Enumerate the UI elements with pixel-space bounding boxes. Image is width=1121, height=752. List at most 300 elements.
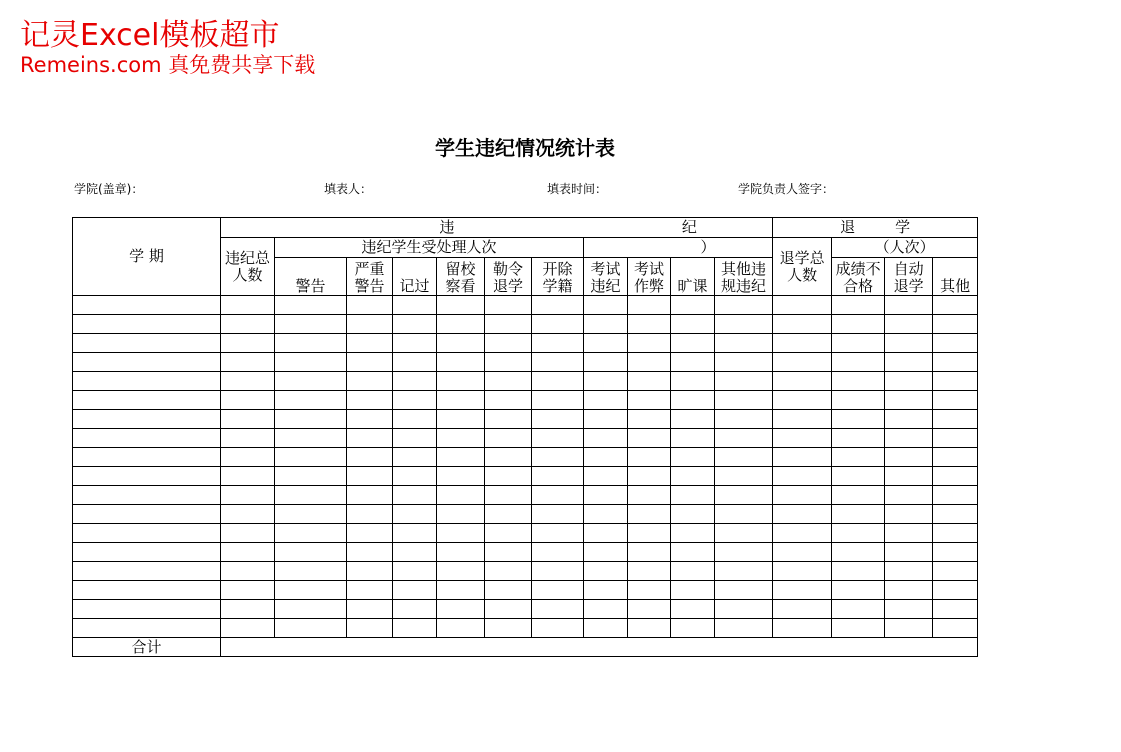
table-cell[interactable] <box>485 448 532 467</box>
table-cell[interactable] <box>671 581 715 600</box>
table-cell[interactable] <box>437 410 485 429</box>
table-cell[interactable] <box>485 543 532 562</box>
table-cell[interactable] <box>715 562 773 581</box>
table-cell[interactable] <box>933 486 978 505</box>
table-cell[interactable] <box>485 467 532 486</box>
table-cell[interactable] <box>832 581 885 600</box>
table-cell[interactable] <box>437 619 485 638</box>
table-cell[interactable] <box>933 524 978 543</box>
table-cell[interactable] <box>532 410 584 429</box>
table-cell[interactable] <box>715 410 773 429</box>
table-cell[interactable] <box>73 581 221 600</box>
table-cell[interactable] <box>532 315 584 334</box>
table-cell[interactable] <box>715 448 773 467</box>
table-cell[interactable] <box>584 391 628 410</box>
exam-violation-line2: 违纪 <box>590 277 621 295</box>
table-cell[interactable] <box>885 486 933 505</box>
table-cell[interactable] <box>485 334 532 353</box>
table-cell[interactable] <box>275 505 347 524</box>
table-cell[interactable] <box>584 486 628 505</box>
table-cell[interactable] <box>221 353 275 372</box>
total-value-cell[interactable] <box>221 638 978 657</box>
table-cell[interactable] <box>885 524 933 543</box>
table-cell[interactable] <box>773 391 832 410</box>
table-cell[interactable] <box>671 429 715 448</box>
table-cell[interactable] <box>671 562 715 581</box>
table-cell[interactable] <box>773 467 832 486</box>
table-cell[interactable] <box>485 524 532 543</box>
table-cell[interactable] <box>773 315 832 334</box>
table-cell[interactable] <box>73 600 221 619</box>
table-cell[interactable] <box>584 334 628 353</box>
table-cell[interactable] <box>393 448 437 467</box>
table-cell[interactable] <box>485 372 532 391</box>
table-cell[interactable] <box>885 467 933 486</box>
table-cell[interactable] <box>832 486 885 505</box>
table-cell[interactable] <box>773 581 832 600</box>
table-cell[interactable] <box>628 372 671 391</box>
table-cell[interactable] <box>671 524 715 543</box>
table-cell[interactable] <box>275 467 347 486</box>
table-cell[interactable] <box>715 391 773 410</box>
table-cell[interactable] <box>485 600 532 619</box>
table-cell[interactable] <box>532 524 584 543</box>
table-cell[interactable] <box>393 372 437 391</box>
table-cell[interactable] <box>584 543 628 562</box>
table-cell[interactable] <box>347 600 393 619</box>
table-cell[interactable] <box>773 543 832 562</box>
table-cell[interactable] <box>347 505 393 524</box>
table-cell[interactable] <box>715 315 773 334</box>
table-cell[interactable] <box>671 543 715 562</box>
table-cell[interactable] <box>832 353 885 372</box>
table-cell[interactable] <box>933 353 978 372</box>
table-cell[interactable] <box>832 372 885 391</box>
table-cell[interactable] <box>933 372 978 391</box>
table-cell[interactable] <box>671 619 715 638</box>
table-cell[interactable] <box>832 296 885 315</box>
table-cell[interactable] <box>671 334 715 353</box>
table-cell[interactable] <box>832 448 885 467</box>
table-cell[interactable] <box>671 505 715 524</box>
table-cell[interactable] <box>73 467 221 486</box>
table-cell[interactable] <box>437 391 485 410</box>
table-cell[interactable] <box>275 619 347 638</box>
table-cell[interactable] <box>671 296 715 315</box>
table-cell[interactable] <box>275 581 347 600</box>
table-cell[interactable] <box>73 505 221 524</box>
table-cell[interactable] <box>628 315 671 334</box>
table-cell[interactable] <box>715 543 773 562</box>
table-cell[interactable] <box>628 410 671 429</box>
table-cell[interactable] <box>584 448 628 467</box>
table-cell[interactable] <box>584 562 628 581</box>
table-cell[interactable] <box>715 600 773 619</box>
table-cell[interactable] <box>715 581 773 600</box>
table-cell[interactable] <box>671 467 715 486</box>
table-cell[interactable] <box>437 372 485 391</box>
table-cell[interactable] <box>393 410 437 429</box>
table-cell[interactable] <box>393 467 437 486</box>
table-cell[interactable] <box>885 391 933 410</box>
table-cell[interactable] <box>532 353 584 372</box>
table-cell[interactable] <box>773 562 832 581</box>
table-cell[interactable] <box>933 410 978 429</box>
table-cell[interactable] <box>532 467 584 486</box>
table-cell[interactable] <box>485 619 532 638</box>
table-cell[interactable] <box>832 467 885 486</box>
table-cell[interactable] <box>221 315 275 334</box>
table-cell[interactable] <box>628 429 671 448</box>
table-cell[interactable] <box>347 315 393 334</box>
total-violation-line2: 人数 <box>232 265 263 284</box>
table-cell[interactable] <box>485 562 532 581</box>
table-cell[interactable] <box>221 543 275 562</box>
table-cell[interactable] <box>832 334 885 353</box>
table-cell[interactable] <box>221 619 275 638</box>
table-cell[interactable] <box>832 543 885 562</box>
table-cell[interactable] <box>437 581 485 600</box>
table-cell[interactable] <box>73 410 221 429</box>
table-cell[interactable] <box>437 562 485 581</box>
table-cell[interactable] <box>393 391 437 410</box>
table-cell[interactable] <box>221 448 275 467</box>
table-cell[interactable] <box>221 486 275 505</box>
table-cell[interactable] <box>584 372 628 391</box>
table-cell[interactable] <box>885 619 933 638</box>
table-cell[interactable] <box>393 619 437 638</box>
table-cell[interactable] <box>532 391 584 410</box>
table-cell[interactable] <box>885 581 933 600</box>
table-cell[interactable] <box>885 562 933 581</box>
table-cell[interactable] <box>885 600 933 619</box>
table-cell[interactable] <box>275 486 347 505</box>
table-cell[interactable] <box>393 562 437 581</box>
table-cell[interactable] <box>773 600 832 619</box>
table-cell[interactable] <box>671 486 715 505</box>
table-cell[interactable] <box>437 429 485 448</box>
forced-dropout-line2: 退学 <box>492 277 523 295</box>
table-cell[interactable] <box>773 448 832 467</box>
table-cell[interactable] <box>885 353 933 372</box>
table-cell[interactable] <box>275 543 347 562</box>
table-cell[interactable] <box>628 581 671 600</box>
table-cell[interactable] <box>773 429 832 448</box>
table-cell[interactable] <box>73 562 221 581</box>
table-cell[interactable] <box>584 505 628 524</box>
table-cell[interactable] <box>73 429 221 448</box>
table-cell[interactable] <box>275 315 347 334</box>
table-cell[interactable] <box>73 296 221 315</box>
table-cell[interactable] <box>347 334 393 353</box>
table-cell[interactable] <box>773 410 832 429</box>
table-cell[interactable] <box>885 410 933 429</box>
table-cell[interactable] <box>393 543 437 562</box>
table-cell[interactable] <box>715 505 773 524</box>
table-cell[interactable] <box>885 448 933 467</box>
table-cell[interactable] <box>73 391 221 410</box>
table-cell[interactable] <box>275 353 347 372</box>
table-cell[interactable] <box>832 410 885 429</box>
table-cell[interactable] <box>933 467 978 486</box>
table-cell[interactable] <box>628 562 671 581</box>
table-cell[interactable] <box>393 524 437 543</box>
table-cell[interactable] <box>628 391 671 410</box>
table-cell[interactable] <box>221 524 275 543</box>
table-cell[interactable] <box>485 391 532 410</box>
table-cell[interactable] <box>275 562 347 581</box>
table-cell[interactable] <box>485 296 532 315</box>
total-label: 合计 <box>73 638 221 657</box>
table-cell[interactable] <box>832 562 885 581</box>
table-cell[interactable] <box>393 486 437 505</box>
table-cell[interactable] <box>73 543 221 562</box>
table-cell[interactable] <box>885 543 933 562</box>
table-cell[interactable] <box>347 562 393 581</box>
table-cell[interactable] <box>275 391 347 410</box>
table-cell[interactable] <box>671 600 715 619</box>
table-cell[interactable] <box>628 486 671 505</box>
table-cell[interactable] <box>485 429 532 448</box>
table-cell[interactable] <box>275 410 347 429</box>
table-cell[interactable] <box>628 448 671 467</box>
table-cell[interactable] <box>347 543 393 562</box>
table-cell[interactable] <box>532 486 584 505</box>
absence-header: 旷课 <box>671 258 715 296</box>
total-violation-line1: 违纪总 <box>224 248 270 267</box>
table-cell[interactable] <box>221 600 275 619</box>
table-cell[interactable] <box>485 315 532 334</box>
table-cell[interactable] <box>221 410 275 429</box>
table-cell[interactable] <box>628 505 671 524</box>
table-cell[interactable] <box>933 391 978 410</box>
table-cell[interactable] <box>275 334 347 353</box>
table-cell[interactable] <box>393 429 437 448</box>
dropout-header-left: 退 <box>840 218 856 236</box>
table-cell[interactable] <box>485 353 532 372</box>
table-cell[interactable] <box>773 334 832 353</box>
table-cell[interactable] <box>933 619 978 638</box>
table-cell[interactable] <box>671 315 715 334</box>
table-cell[interactable] <box>532 581 584 600</box>
table-cell[interactable] <box>715 524 773 543</box>
table-cell[interactable] <box>832 600 885 619</box>
table-cell[interactable] <box>347 619 393 638</box>
table-cell[interactable] <box>628 524 671 543</box>
table-cell[interactable] <box>584 296 628 315</box>
table-cell[interactable] <box>393 296 437 315</box>
table-cell[interactable] <box>532 600 584 619</box>
table-cell[interactable] <box>773 486 832 505</box>
table-cell[interactable] <box>584 581 628 600</box>
table-cell[interactable] <box>393 315 437 334</box>
table-cell[interactable] <box>347 429 393 448</box>
table-cell[interactable] <box>437 334 485 353</box>
table-cell[interactable] <box>221 372 275 391</box>
table-cell[interactable] <box>832 429 885 448</box>
table-cell[interactable] <box>73 619 221 638</box>
table-cell[interactable] <box>832 505 885 524</box>
table-cell[interactable] <box>437 296 485 315</box>
table-cell[interactable] <box>437 315 485 334</box>
table-cell[interactable] <box>437 524 485 543</box>
table-cell[interactable] <box>671 372 715 391</box>
table-cell[interactable] <box>437 353 485 372</box>
table-cell[interactable] <box>275 600 347 619</box>
table-cell[interactable] <box>584 619 628 638</box>
fill-time-label: 填表时间： <box>547 182 608 196</box>
table-cell[interactable] <box>584 524 628 543</box>
table-cell[interactable] <box>532 429 584 448</box>
table-cell[interactable] <box>584 353 628 372</box>
table-cell[interactable] <box>885 296 933 315</box>
table-cell[interactable] <box>773 505 832 524</box>
table-cell[interactable] <box>715 429 773 448</box>
table-cell[interactable] <box>671 448 715 467</box>
table-cell[interactable] <box>584 315 628 334</box>
table-cell[interactable] <box>628 543 671 562</box>
voluntary-dropout-line1: 自动 <box>893 260 924 278</box>
table-cell[interactable] <box>532 334 584 353</box>
table-cell[interactable] <box>347 467 393 486</box>
table-cell[interactable] <box>73 448 221 467</box>
table-cell[interactable] <box>671 353 715 372</box>
table-cell[interactable] <box>347 581 393 600</box>
table-cell[interactable] <box>628 619 671 638</box>
table-cell[interactable] <box>437 467 485 486</box>
table-cell[interactable] <box>437 486 485 505</box>
table-cell[interactable] <box>393 505 437 524</box>
table-cell[interactable] <box>628 467 671 486</box>
table-cell[interactable] <box>773 296 832 315</box>
table-cell[interactable] <box>221 296 275 315</box>
table-cell[interactable] <box>347 524 393 543</box>
table-cell[interactable] <box>532 448 584 467</box>
table-cell[interactable] <box>773 372 832 391</box>
table-cell[interactable] <box>73 353 221 372</box>
table-cell[interactable] <box>715 467 773 486</box>
table-cell[interactable] <box>437 543 485 562</box>
table-cell[interactable] <box>73 486 221 505</box>
table-cell[interactable] <box>485 505 532 524</box>
table-cell[interactable] <box>584 429 628 448</box>
table-cell[interactable] <box>933 315 978 334</box>
table-cell[interactable] <box>885 505 933 524</box>
table-cell[interactable] <box>933 505 978 524</box>
table-cell[interactable] <box>832 619 885 638</box>
table-cell[interactable] <box>628 296 671 315</box>
table-cell[interactable] <box>671 410 715 429</box>
table-cell[interactable] <box>715 334 773 353</box>
table-cell[interactable] <box>532 562 584 581</box>
table-cell[interactable] <box>73 315 221 334</box>
table-cell[interactable] <box>437 600 485 619</box>
table-cell[interactable] <box>933 448 978 467</box>
table-cell[interactable] <box>584 410 628 429</box>
table-cell[interactable] <box>485 410 532 429</box>
table-cell[interactable] <box>584 600 628 619</box>
table-cell[interactable] <box>532 372 584 391</box>
table-cell[interactable] <box>347 410 393 429</box>
table-cell[interactable] <box>532 543 584 562</box>
table-cell[interactable] <box>885 429 933 448</box>
table-cell[interactable] <box>275 429 347 448</box>
table-cell[interactable] <box>773 619 832 638</box>
table-cell[interactable] <box>393 581 437 600</box>
table-cell[interactable] <box>832 391 885 410</box>
table-cell[interactable] <box>933 334 978 353</box>
exam-cheating-line2: 作弊 <box>633 277 664 295</box>
table-cell[interactable] <box>393 600 437 619</box>
table-cell[interactable] <box>933 543 978 562</box>
table-cell[interactable] <box>347 486 393 505</box>
table-cell[interactable] <box>275 448 347 467</box>
table-cell[interactable] <box>347 353 393 372</box>
table-cell[interactable] <box>532 505 584 524</box>
table-cell[interactable] <box>773 353 832 372</box>
table-cell[interactable] <box>347 391 393 410</box>
table-cell[interactable] <box>715 296 773 315</box>
table-cell[interactable] <box>933 562 978 581</box>
table-cell[interactable] <box>275 372 347 391</box>
table-cell[interactable] <box>347 296 393 315</box>
table-cell[interactable] <box>885 334 933 353</box>
table-cell[interactable] <box>221 562 275 581</box>
table-cell[interactable] <box>221 391 275 410</box>
table-cell[interactable] <box>221 429 275 448</box>
table-cell[interactable] <box>221 505 275 524</box>
table-cell[interactable] <box>73 524 221 543</box>
table-cell[interactable] <box>715 372 773 391</box>
table-cell[interactable] <box>628 600 671 619</box>
table-cell[interactable] <box>437 448 485 467</box>
table-cell[interactable] <box>933 296 978 315</box>
table-cell[interactable] <box>221 467 275 486</box>
table-cell[interactable] <box>485 581 532 600</box>
table-cell[interactable] <box>532 619 584 638</box>
table-cell[interactable] <box>221 334 275 353</box>
table-cell[interactable] <box>73 372 221 391</box>
table-cell[interactable] <box>275 524 347 543</box>
table-cell[interactable] <box>933 581 978 600</box>
table-cell[interactable] <box>393 353 437 372</box>
table-cell[interactable] <box>628 353 671 372</box>
table-cell[interactable] <box>933 429 978 448</box>
table-cell[interactable] <box>773 524 832 543</box>
other-violation-line1: 其他违 <box>721 260 767 278</box>
table-cell[interactable] <box>275 296 347 315</box>
table-cell[interactable] <box>885 372 933 391</box>
table-cell[interactable] <box>221 581 275 600</box>
table-cell[interactable] <box>584 467 628 486</box>
table-cell[interactable] <box>715 619 773 638</box>
table-cell[interactable] <box>628 334 671 353</box>
table-cell[interactable] <box>885 315 933 334</box>
table-cell[interactable] <box>485 486 532 505</box>
table-cell[interactable] <box>437 505 485 524</box>
table-cell[interactable] <box>393 334 437 353</box>
table-cell[interactable] <box>347 448 393 467</box>
table-cell[interactable] <box>73 334 221 353</box>
table-cell[interactable] <box>832 524 885 543</box>
table-cell[interactable] <box>532 296 584 315</box>
table-cell[interactable] <box>715 486 773 505</box>
table-cell[interactable] <box>832 315 885 334</box>
table-cell[interactable] <box>715 353 773 372</box>
table-cell[interactable] <box>671 391 715 410</box>
table-cell[interactable] <box>347 372 393 391</box>
table-cell[interactable] <box>933 600 978 619</box>
